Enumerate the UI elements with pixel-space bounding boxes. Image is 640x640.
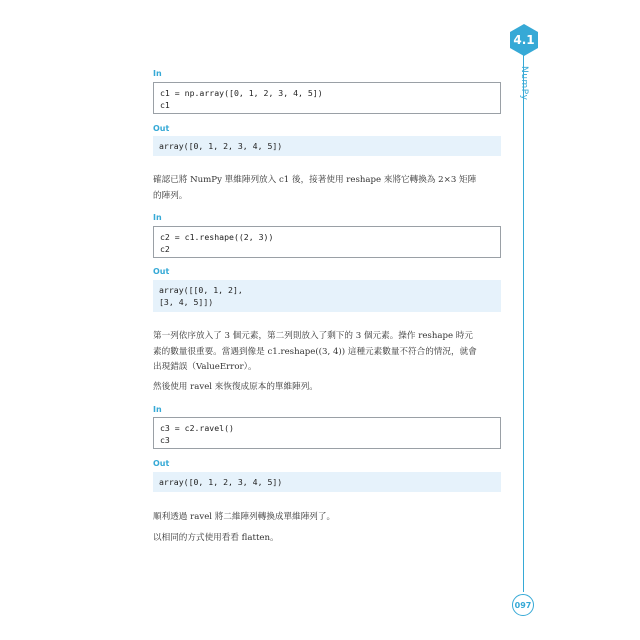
body-paragraph bbox=[153, 531, 505, 547]
paragraph-line: 然後使用 ravel 來恢復成原本的單維陣列。 bbox=[153, 382, 318, 392]
input-label: In bbox=[153, 405, 162, 414]
paragraph-line: 素的數量很重要。當遇到像是 c1.reshape((3, 4)) 這種元素數量不符合的情況，就會 bbox=[153, 346, 477, 357]
paragraph-line: 確認已將 NumPy 單維陣列放入 c1 後，接著使用 reshape 來將它轉換為 2×3 矩陣 bbox=[153, 175, 477, 185]
code-output-block bbox=[153, 472, 501, 492]
input-label: In bbox=[153, 69, 162, 78]
paragraph-line: 出現錯誤（ValueError）。 bbox=[153, 362, 257, 372]
paragraph-line: 順利透過 ravel 將二維陣列轉換成單維陣列了。 bbox=[153, 512, 336, 522]
chapter-title: NumPy bbox=[519, 66, 529, 101]
input-label: In bbox=[153, 213, 162, 222]
code-line: c3 bbox=[160, 435, 170, 445]
code-output-block bbox=[153, 280, 501, 312]
code-line: c2 = c1.reshape((2, 3)) bbox=[160, 232, 274, 242]
code-input-block bbox=[153, 417, 501, 449]
chapter-badge bbox=[507, 23, 541, 57]
output-line: array([[0, 1, 2], bbox=[159, 285, 243, 295]
output-label: Out bbox=[153, 459, 170, 468]
paragraph-line: 第一列依序放入了 3 個元素，第二列則放入了剩下的 3 個元素。操作 reshape 時元 bbox=[153, 331, 473, 341]
paragraph-line: 以相同的方式使用看看 flatten。 bbox=[153, 533, 279, 543]
body-paragraph bbox=[153, 510, 505, 526]
output-line: [3, 4, 5]]) bbox=[159, 297, 214, 307]
code-line: c3 = c2.ravel() bbox=[160, 423, 234, 433]
chapter-number: 4.1 bbox=[513, 33, 535, 47]
body-paragraph bbox=[153, 173, 505, 204]
output-line: array([0, 1, 2, 3, 4, 5]) bbox=[159, 141, 283, 151]
code-input-block bbox=[153, 82, 501, 114]
output-label: Out bbox=[153, 124, 170, 133]
paragraph-line: 的陣列。 bbox=[153, 190, 188, 201]
code-output-block bbox=[153, 136, 501, 156]
code-line: c1 bbox=[160, 100, 170, 110]
code-input-block bbox=[153, 226, 501, 258]
chapter-rail-line bbox=[523, 52, 524, 592]
output-line: array([0, 1, 2, 3, 4, 5]) bbox=[159, 477, 283, 487]
output-label: Out bbox=[153, 267, 170, 276]
code-line: c1 = np.array([0, 1, 2, 3, 4, 5]) bbox=[160, 88, 323, 98]
body-paragraph bbox=[153, 329, 505, 376]
page-number: 097 bbox=[512, 594, 534, 616]
body-paragraph bbox=[153, 380, 505, 396]
code-line: c2 bbox=[160, 244, 170, 254]
